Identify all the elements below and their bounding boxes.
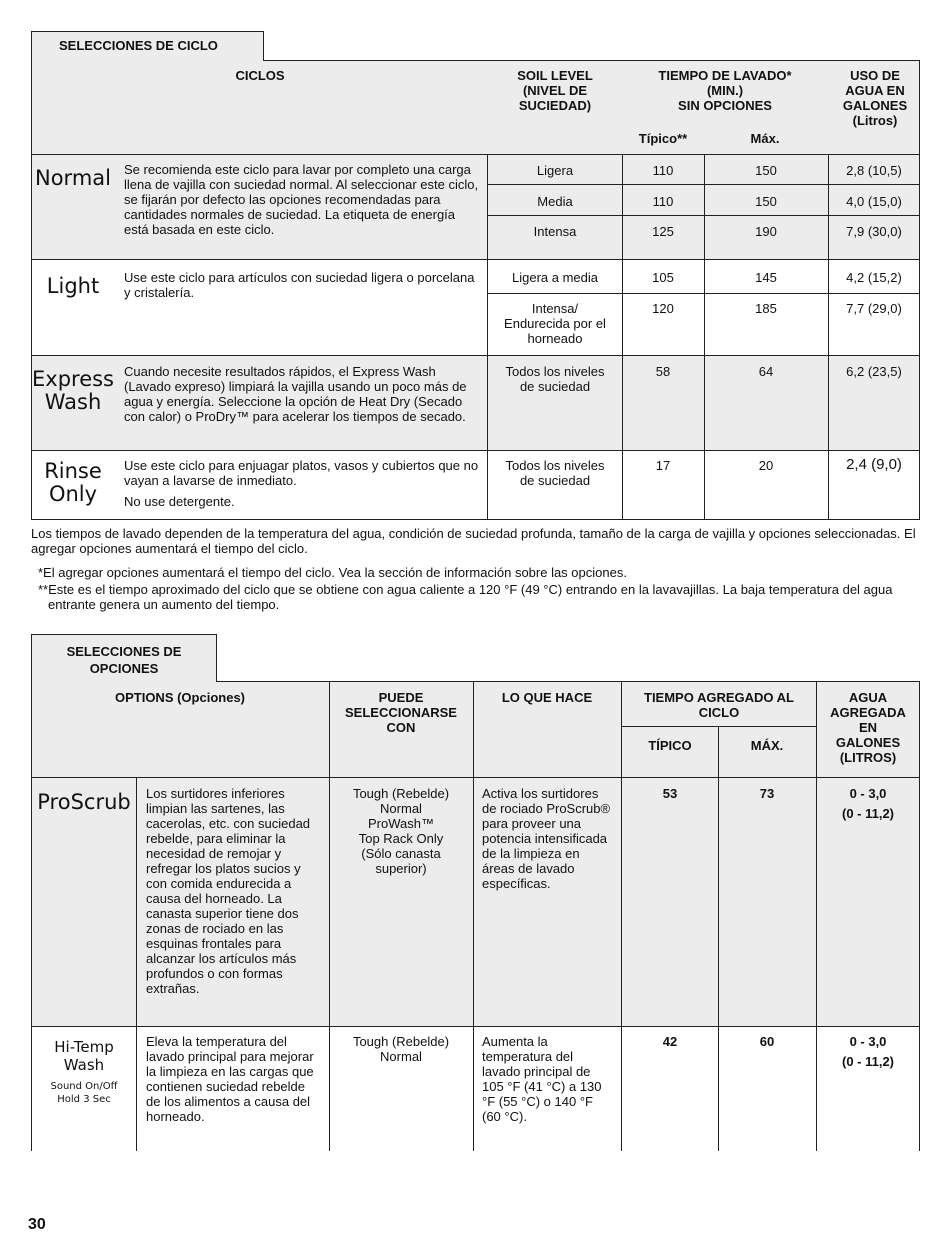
agua-normal-intensa: 7,9 (30,0) [846, 224, 902, 239]
notes-main: Los tiempos de lavado dependen de la temperatura del agua, condición de suciedad profunda, tamaño de la carga de vajilla y opciones seleccionadas. El agregar opciones aumentará el tiempo del ciclo. [31, 526, 916, 556]
lo-que-hace-header: LO QUE HACE [501, 690, 593, 705]
tipico-normal-media: 110 [652, 194, 674, 209]
cycle-name-light: Light [46, 274, 100, 298]
agua-rinse: 2,4 (9,0) [846, 456, 902, 473]
soil-light-intensa: Intensa/ Endurecida por el horneado [504, 301, 606, 346]
option-litros-proscrub: (0 - 11,2) [841, 806, 895, 821]
tipico-express: 58 [655, 364, 671, 379]
notes-star2: **Este es el tiempo aproximado del ciclo que se obtiene con agua caliente a 120 °F (49 °C) entrando en la lavavajillas. La baja temperatura del agua entrante genera un aumento del tiempo. [38, 582, 893, 612]
max-normal-media: 150 [755, 194, 777, 209]
options-section-tab [31, 634, 217, 682]
agua-normal-ligera: 2,8 (10,5) [846, 163, 902, 178]
max-opt-header: MÁX. [750, 738, 784, 753]
options-header: OPTIONS (Opciones) [114, 690, 245, 705]
option-max-hi-temp: 60 [759, 1034, 775, 1049]
cycle-desc-rinse-only: Use este ciclo para enjuagar platos, vasos y cubiertos que no vayan a lavarse de inmediato. [124, 458, 479, 488]
max-express: 64 [758, 364, 774, 379]
option-desc-proscrub: Los surtidores inferiores limpian las sartenes, las cacerolas, etc. con suciedad rebelde, para eliminar la necesidad de remojar y refregar los platos sucios y con comida endurecida a causa del horneado. La canasta superior tiene dos zonas de rociado en las esquinas frontales para alcanzar los artículos más profundos o con formas extrañas. [146, 786, 311, 996]
soil-rinse-todos: Todos los niveles de suciedad [505, 458, 605, 488]
tipico-opt-header: TÍPICO [648, 738, 692, 753]
tipico-rinse: 17 [655, 458, 671, 473]
notes-star1: *El agregar opciones aumentará el tiempo del ciclo. Vea la sección de información sobre las opciones. [38, 565, 627, 580]
soil-light-ligera-media: Ligera a media [512, 270, 598, 285]
option-desc-hi-temp: Eleva la temperatura del lavado principal para mejorar la limpieza en las cargas que contienen suciedad rebelde de los alimentos a causa del horneado. [146, 1034, 314, 1124]
tiempo-header: TIEMPO DE LAVADO* (MIN.) SIN OPCIONES [658, 68, 792, 113]
option-loque-proscrub: Activa los surtidores de rociado ProScrub® para proveer una potencia intensificada de la limpieza en áreas de lavado específicas. [482, 786, 611, 891]
soil-normal-ligera: Ligera [536, 163, 574, 178]
cycle-name-normal: Normal [35, 166, 111, 190]
cycle-desc-rinse-only-note: No use detergente. [124, 494, 235, 509]
tipico-header: Típico** [638, 131, 688, 146]
cycle-section-title: SELECCIONES DE CICLO [59, 38, 218, 53]
ciclos-header: CICLOS [235, 68, 285, 83]
option-agua-proscrub: 0 - 3,0 [849, 786, 887, 801]
soil-normal-intensa: Intensa [533, 224, 577, 239]
max-light-ligera-media: 145 [755, 270, 777, 285]
tipico-normal-intensa: 125 [652, 224, 674, 239]
max-normal-ligera: 150 [755, 163, 777, 178]
soil-express-todos: Todos los niveles de suciedad [505, 364, 605, 394]
soil-normal-media: Media [537, 194, 573, 209]
option-puede-proscrub: Tough (Rebelde) Normal ProWash™ Top Rack Only (Sólo canasta superior) [352, 786, 450, 876]
cycle-desc-light: Use este ciclo para artículos con suciedad ligera o porcelana y cristalería. [124, 270, 475, 300]
page-number: 30 [28, 1216, 46, 1233]
cycle-name-express-wash: Express Wash [32, 367, 115, 414]
tipico-light-intensa: 120 [652, 301, 674, 316]
options-section-title: SELECCIONES DE OPCIONES [66, 644, 182, 676]
option-max-proscrub: 73 [759, 786, 775, 801]
soil-level-header: SOIL LEVEL (NIVEL DE SUCIEDAD) [517, 68, 593, 113]
max-header: Máx. [750, 131, 780, 146]
option-sublabel-hi-temp: Sound On/Off Hold 3 Sec [50, 1081, 118, 1105]
option-litros-hi-temp: (0 - 11,2) [841, 1054, 895, 1069]
cycle-section-tab [31, 31, 264, 61]
tiempo-agregado-header: TIEMPO AGREGADO AL CICLO [644, 690, 794, 720]
option-loque-hi-temp: Aumenta la temperatura del lavado principal de 105 °F (41 °C) a 130 °F (55 °C) o 140 °F (60 °C). [482, 1034, 602, 1124]
option-agua-hi-temp: 0 - 3,0 [849, 1034, 887, 1049]
agua-light-intensa: 7,7 (29,0) [846, 301, 902, 316]
agua-express: 6,2 (23,5) [846, 364, 902, 379]
agua-light-ligera-media: 4,2 (15,2) [846, 270, 902, 285]
agua-normal-media: 4,0 (15,0) [846, 194, 902, 209]
option-name-proscrub: ProScrub [37, 790, 131, 814]
tipico-light-ligera-media: 105 [652, 270, 674, 285]
max-normal-intensa: 190 [755, 224, 777, 239]
option-name-hi-temp-wash: Hi-Temp Wash [54, 1038, 114, 1074]
max-rinse: 20 [758, 458, 774, 473]
cycle-desc-normal: Se recomienda este ciclo para lavar por completo una carga llena de vajilla con suciedad normal. Al seleccionar este ciclo, se fijarán por defecto las opciones recomendadas para cantidades normales de suciedad. La etiqueta de energía está basada en este ciclo. [124, 162, 479, 237]
agua-header: USO DE AGUA EN GALONES (Litros) [842, 68, 908, 128]
tipico-normal-ligera: 110 [652, 163, 674, 178]
cycle-name-rinse-only: Rinse Only [44, 459, 102, 506]
option-puede-hi-temp: Tough (Rebelde) Normal [352, 1034, 450, 1064]
cycle-desc-express-wash: Cuando necesite resultados rápidos, el Express Wash (Lavado expreso) limpiará la vajilla usando un poco más de agua y energía. Seleccione la opción de Heat Dry (Secado con calor) o ProDry™ para acelerar los tiempos de secado. [124, 364, 467, 424]
puede-header: PUEDE SELECCIONARSE CON [345, 690, 457, 735]
option-tipico-proscrub: 53 [662, 786, 678, 801]
agua-agregada-header: AGUA AGREGADA EN GALONES (LITROS) [830, 690, 906, 765]
max-light-intensa: 185 [755, 301, 777, 316]
option-tipico-hi-temp: 42 [662, 1034, 678, 1049]
